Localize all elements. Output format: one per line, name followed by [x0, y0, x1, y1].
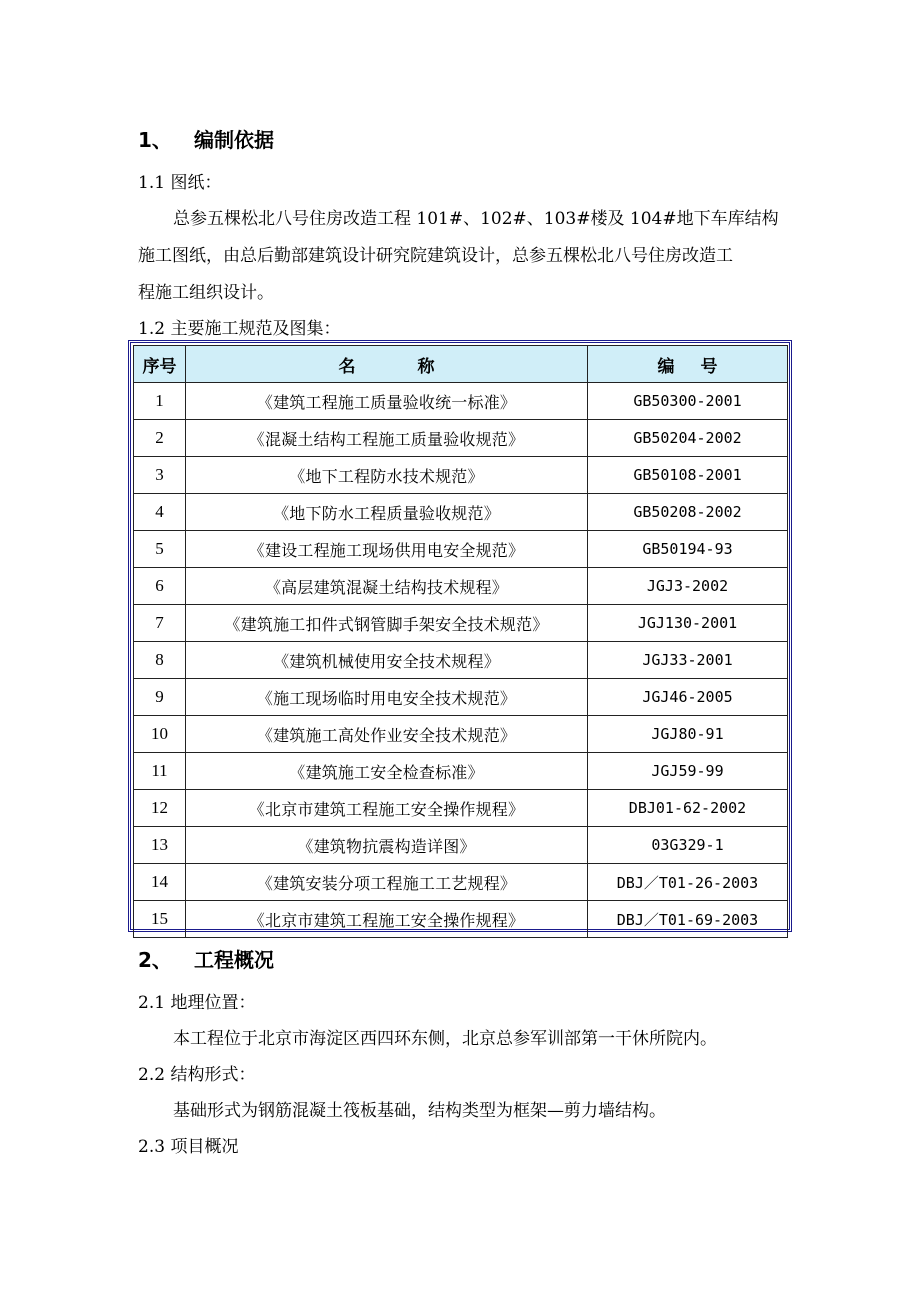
- section-1-number: 1、: [138, 128, 172, 152]
- subsection-2-3-title: 2.3 项目概况: [138, 1137, 239, 1157]
- table-row: [134, 827, 788, 864]
- standard-code-cell: DBJ／T01-26-2003: [588, 864, 788, 901]
- subsection-1-1-title: 1.1 图纸：: [138, 173, 222, 193]
- standard-code-cell: GB50194-93: [588, 531, 788, 568]
- row-number-cell: 8: [134, 642, 186, 679]
- drawing-paragraph-line-2: 施工图纸，由总后勤部建筑设计研究院建筑设计，总参五棵松北八号住房改造工: [138, 246, 733, 266]
- standard-code-cell: GB50208-2002: [588, 494, 788, 531]
- row-number-cell: 5: [134, 531, 186, 568]
- standard-name-cell: 《建筑机械使用安全技术规程》: [186, 642, 588, 679]
- standard-code-cell: 03G329-1: [588, 827, 788, 864]
- subsection-1-2-title: 1.2 主要施工规范及图集：: [138, 319, 341, 339]
- table-row: [134, 605, 788, 642]
- header-code-label: 编号: [657, 356, 744, 377]
- row-number-cell: 14: [134, 864, 186, 901]
- table-row: [134, 494, 788, 531]
- row-number-cell: 9: [134, 679, 186, 716]
- subsection-2-2-title: 2.2 结构形式：: [138, 1065, 256, 1085]
- standard-name-cell: 《建筑施工高处作业安全技术规范》: [186, 716, 588, 753]
- standard-code-cell: DBJ／T01-69-2003: [588, 901, 788, 938]
- standard-code-cell: GB50204-2002: [588, 420, 788, 457]
- standard-code-cell: GB50300-2001: [588, 383, 788, 420]
- row-number-cell: 3: [134, 457, 186, 494]
- standard-name-cell: 《建筑施工扣件式钢管脚手架安全技术规范》: [186, 605, 588, 642]
- drawing-paragraph-line-3: 程施工组织设计。: [138, 283, 274, 303]
- section-2-number: 2、: [138, 948, 172, 972]
- standard-name-cell: 《地下防水工程质量验收规范》: [186, 494, 588, 531]
- table-body: [134, 383, 788, 938]
- table-row: [134, 679, 788, 716]
- standard-name-cell: 《建筑施工安全检查标准》: [186, 753, 588, 790]
- standard-code-cell: JGJ80-91: [588, 716, 788, 753]
- structure-paragraph: 基础形式为钢筋混凝土筏板基础，结构类型为框架—剪力墙结构。: [173, 1101, 666, 1121]
- section-2-title: 工程概况: [194, 948, 274, 972]
- header-no: 序号: [134, 346, 186, 383]
- standard-name-cell: 《高层建筑混凝土结构技术规程》: [186, 568, 588, 605]
- standard-name-cell: 《建筑工程施工质量验收统一标准》: [186, 383, 588, 420]
- row-number-cell: 6: [134, 568, 186, 605]
- standard-name-cell: 《建筑安装分项工程施工工艺规程》: [186, 864, 588, 901]
- standard-name-cell: 《地下工程防水技术规范》: [186, 457, 588, 494]
- header-name-label: 名称: [338, 356, 497, 377]
- standard-code-cell: JGJ130-2001: [588, 605, 788, 642]
- row-number-cell: 2: [134, 420, 186, 457]
- header-code: [588, 346, 788, 383]
- location-paragraph: 本工程位于北京市海淀区西四环东侧，北京总参军训部第一干休所院内。: [173, 1029, 717, 1049]
- row-number-cell: 7: [134, 605, 186, 642]
- standard-code-cell: DBJ01-62-2002: [588, 790, 788, 827]
- standards-table-frame: [128, 340, 792, 932]
- table-row: [134, 901, 788, 938]
- row-number-cell: 4: [134, 494, 186, 531]
- section-1-title: 编制依据: [194, 128, 274, 152]
- standard-name-cell: 《建筑物抗震构造详图》: [186, 827, 588, 864]
- table-row: [134, 568, 788, 605]
- table-row: [134, 716, 788, 753]
- table-row: [134, 790, 788, 827]
- table-row: [134, 420, 788, 457]
- standard-name-cell: 《建设工程施工现场供用电安全规范》: [186, 531, 588, 568]
- standard-code-cell: JGJ3-2002: [588, 568, 788, 605]
- row-number-cell: 15: [134, 901, 186, 938]
- standard-name-cell: 《北京市建筑工程施工安全操作规程》: [186, 790, 588, 827]
- standard-name-cell: 《混凝土结构工程施工质量验收规范》: [186, 420, 588, 457]
- row-number-cell: 12: [134, 790, 186, 827]
- row-number-cell: 1: [134, 383, 186, 420]
- table-row: [134, 864, 788, 901]
- table-header-row: [134, 346, 788, 383]
- table-row: [134, 457, 788, 494]
- standards-table: [133, 345, 788, 938]
- standard-name-cell: 《施工现场临时用电安全技术规范》: [186, 679, 588, 716]
- standard-code-cell: JGJ46-2005: [588, 679, 788, 716]
- row-number-cell: 11: [134, 753, 186, 790]
- row-number-cell: 10: [134, 716, 186, 753]
- table-row: [134, 383, 788, 420]
- header-name: [186, 346, 588, 383]
- table-row: [134, 753, 788, 790]
- standard-code-cell: JGJ33-2001: [588, 642, 788, 679]
- subsection-2-1-title: 2.1 地理位置：: [138, 993, 256, 1013]
- table-row: [134, 531, 788, 568]
- standard-code-cell: JGJ59-99: [588, 753, 788, 790]
- table-row: [134, 642, 788, 679]
- standard-code-cell: GB50108-2001: [588, 457, 788, 494]
- standard-name-cell: 《北京市建筑工程施工安全操作规程》: [186, 901, 588, 938]
- drawing-paragraph-line-1: 总参五棵松北八号住房改造工程 101#、102#、103#楼及 104#地下车库结构: [173, 209, 779, 229]
- row-number-cell: 13: [134, 827, 186, 864]
